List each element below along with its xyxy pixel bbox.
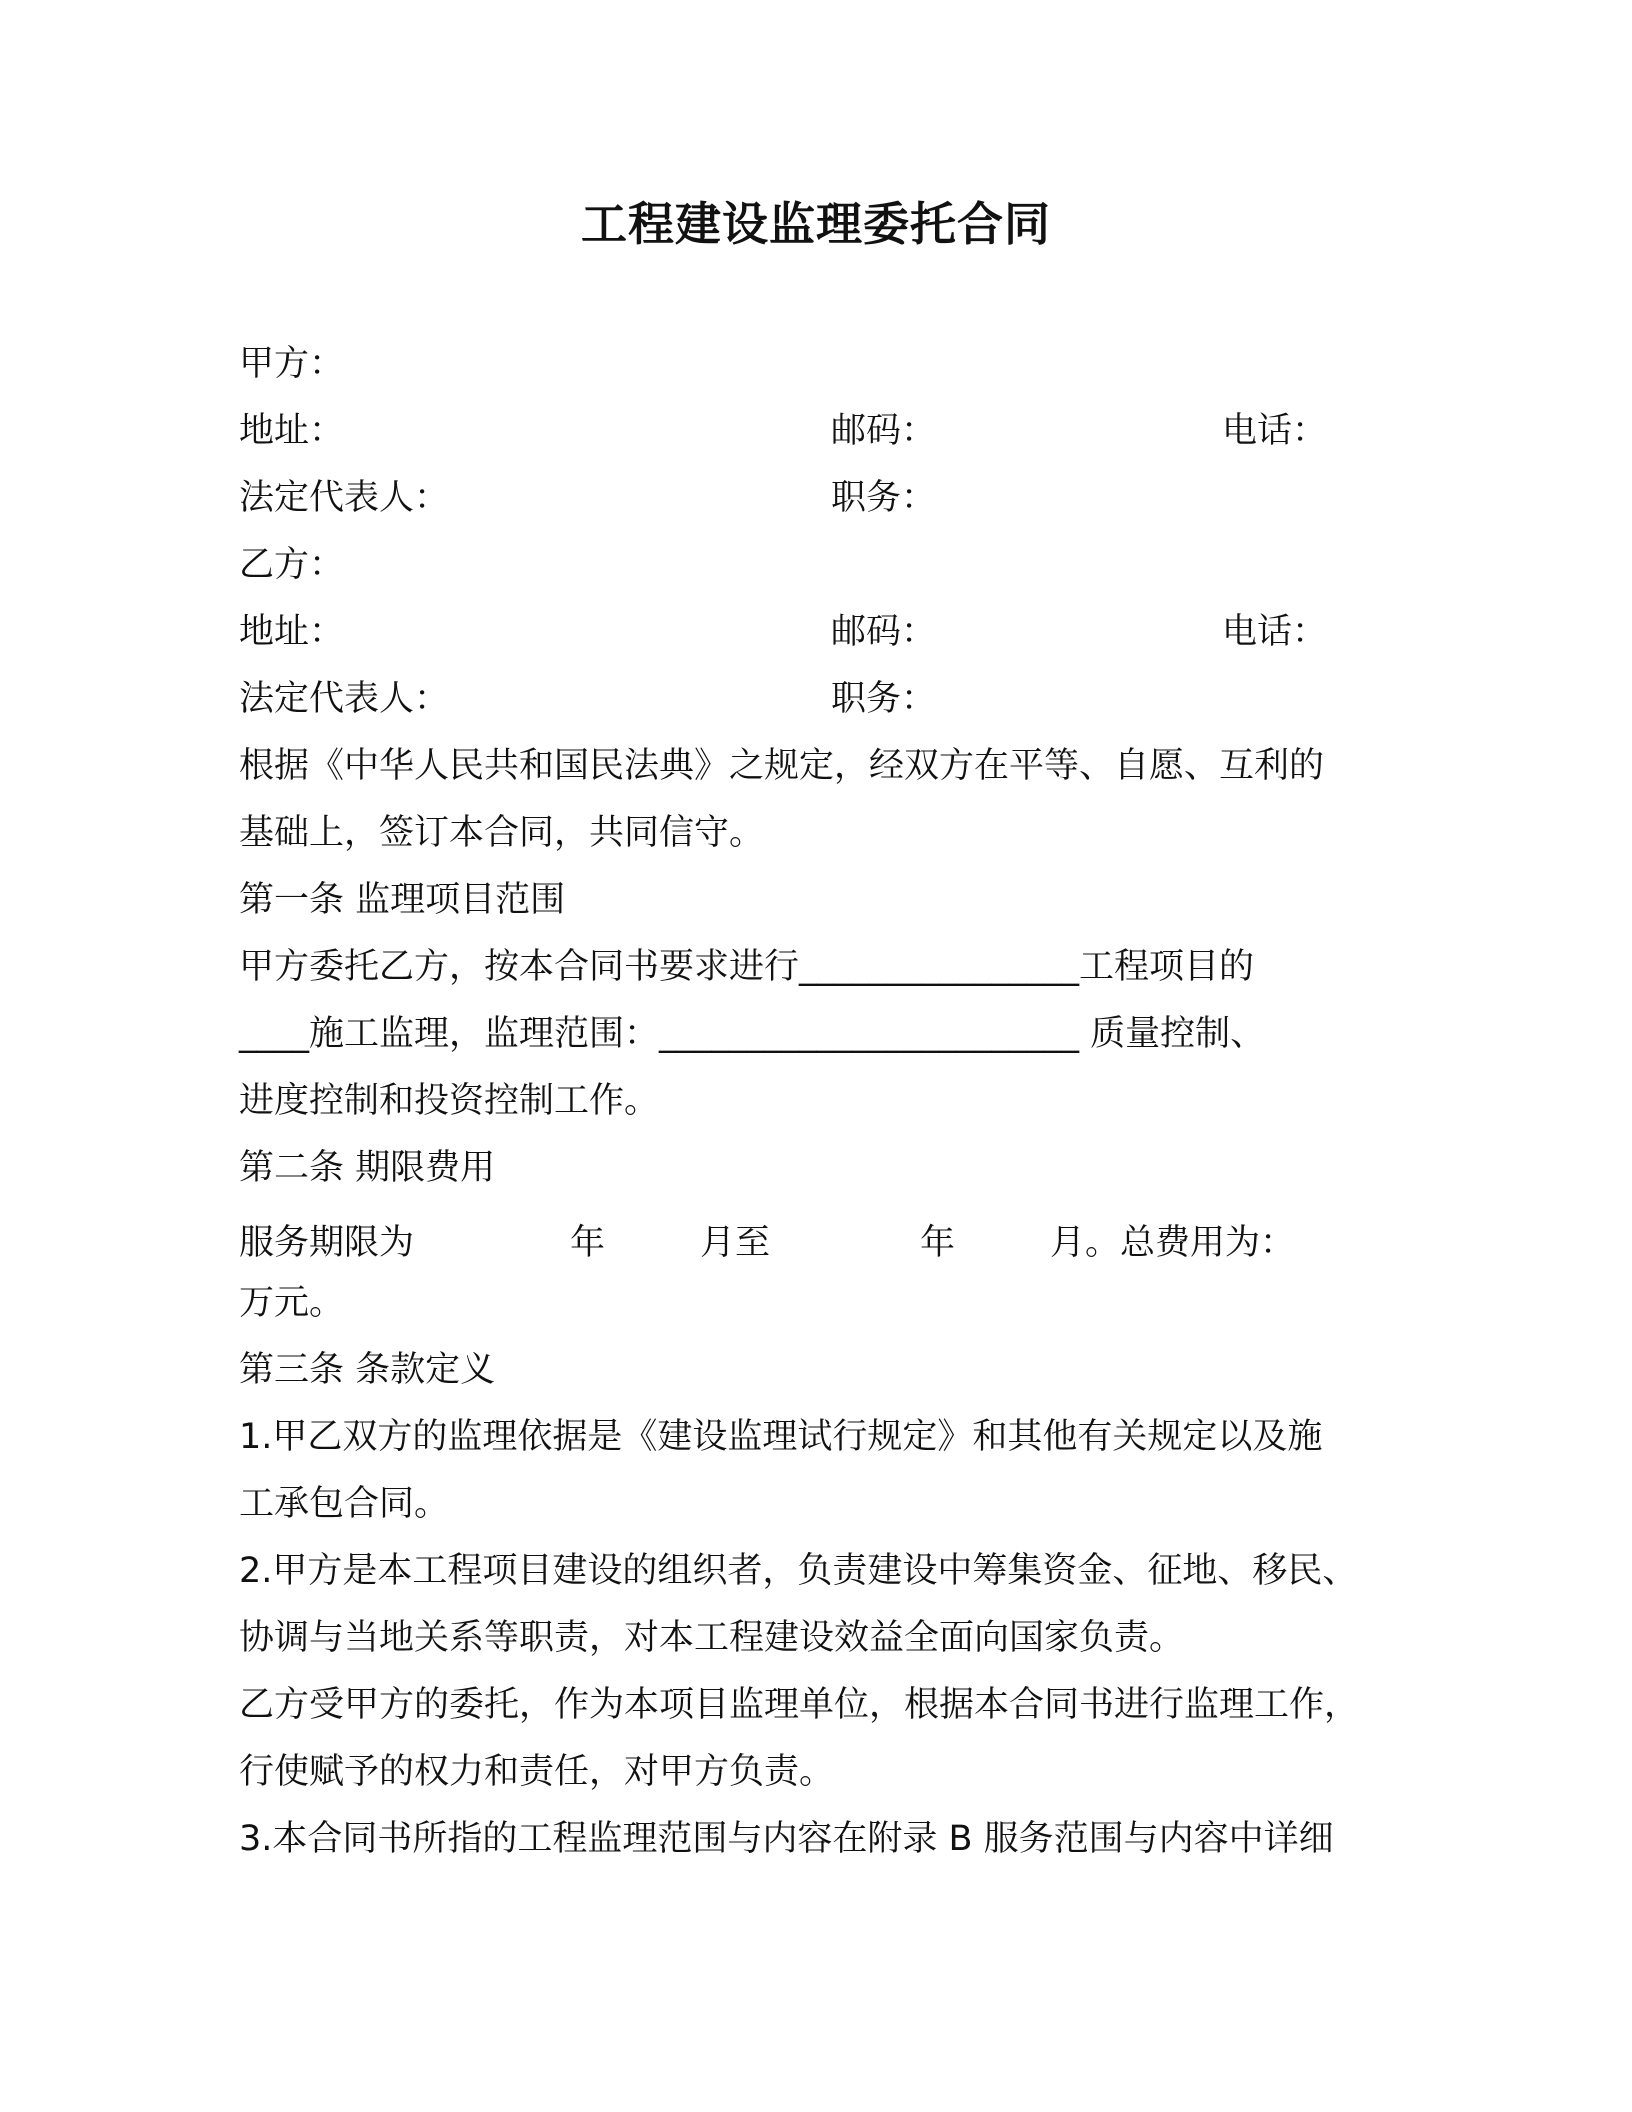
party-a-postcode-label: 邮码： [831, 411, 937, 451]
term-month-to: 月至 [700, 1223, 771, 1263]
article-3-line: 工承包合同。 [239, 1484, 450, 1524]
party-a-label: 甲方： [239, 344, 345, 384]
article-3-line: 乙方受甲方的委托，作为本项目监理单位，根据本合同书进行监理工作， [239, 1685, 1360, 1725]
article-1-line: 甲方委托乙方，按本合同书要求进行________________工程项目的 [239, 947, 1255, 987]
article-2-heading: 第二条 期限费用 [239, 1148, 496, 1188]
party-a-phone-label: 电话： [1222, 411, 1328, 451]
party-b-legal-rep-label: 法定代表人： [239, 679, 450, 719]
article-3-line: 行使赋予的权力和责任，对甲方负责。 [239, 1752, 835, 1792]
article-3-line: 协调与当地关系等职责，对本工程建设效益全面向国家负责。 [239, 1618, 1185, 1658]
preamble-line: 根据《中华人民共和国民法典》之规定，经双方在平等、自愿、互利的 [239, 746, 1325, 786]
article-1-line: ____施工监理，监理范围：________________________ 质量控制、 [239, 1014, 1266, 1054]
party-b-phone-label: 电话： [1222, 612, 1328, 652]
article-3-heading: 第三条 条款定义 [239, 1350, 496, 1390]
party-b-position-label: 职务： [831, 679, 937, 719]
article-3-line: 2.甲方是本工程项目建设的组织者，负责建设中筹集资金、征地、移民、 [239, 1551, 1358, 1591]
term-year-1: 年 [570, 1223, 606, 1263]
term-prefix: 服务期限为 [239, 1223, 415, 1263]
party-b-address-label: 地址： [239, 612, 345, 652]
term-month-total: 月。总费用为： [1050, 1223, 1296, 1263]
party-a-address-label: 地址： [239, 411, 345, 451]
party-b-postcode-label: 邮码： [831, 612, 937, 652]
article-3-line: 3.本合同书所指的工程监理范围与内容在附录 B 服务范围与内容中详细 [239, 1819, 1334, 1859]
party-a-position-label: 职务： [831, 478, 937, 518]
amount-unit: 万元。 [239, 1283, 345, 1323]
party-b-label: 乙方： [239, 545, 345, 585]
article-3-line: 1.甲乙双方的监理依据是《建设监理试行规定》和其他有关规定以及施 [239, 1417, 1323, 1457]
article-1-heading: 第一条 监理项目范围 [239, 880, 566, 920]
term-year-2: 年 [920, 1223, 956, 1263]
party-a-legal-rep-label: 法定代表人： [239, 478, 450, 518]
document-title: 工程建设监理委托合同 [581, 197, 1051, 251]
article-1-line: 进度控制和投资控制工作。 [239, 1081, 660, 1121]
preamble-line: 基础上，签订本合同，共同信守。 [239, 813, 765, 853]
